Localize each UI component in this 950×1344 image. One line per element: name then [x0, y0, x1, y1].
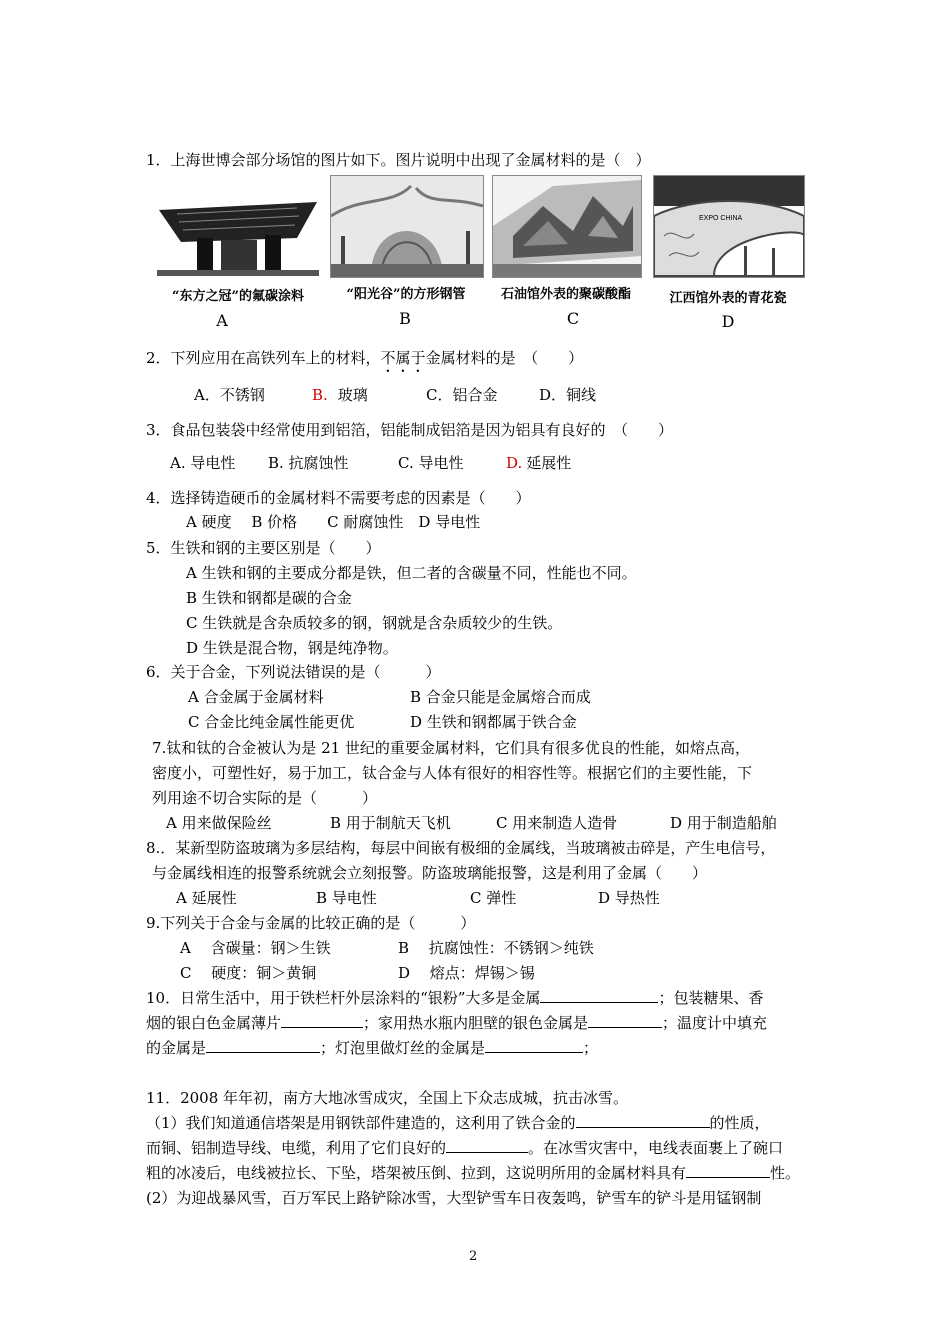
q10-blank-1[interactable]	[540, 987, 658, 1003]
q1-stem: 1．上海世博会部分场馆的图片如下。图片说明中出现了金属材料的是（ ）	[146, 151, 651, 169]
q11-blank-3[interactable]	[686, 1162, 770, 1178]
q2-option-c: C．铝合金	[426, 386, 498, 404]
q11-part1-line-3: 粗的冰凌后，电线被拉长、下坠，塔架被压倒、拉到，这说明所用的金属材料具有 性。	[146, 1164, 801, 1182]
q4-options: A 硬度 B 价格 C 耐腐蚀性 D 导电性	[186, 513, 481, 531]
q11-blank-2[interactable]	[446, 1137, 528, 1153]
q3-answer-marker: D.	[506, 454, 523, 472]
q5-option-b: B 生铁和钢都是碳的合金	[186, 589, 352, 607]
q8-line-1: 8.．某新型防盗玻璃为多层结构，每层中间嵌有极细的金属线，当玻璃被击碎是，产生电信号，	[146, 839, 776, 857]
image-c-caption: 石油馆外表的聚碳酸酯	[500, 287, 631, 302]
q6-option-d: D 生铁和钢都属于铁合金	[410, 713, 577, 731]
q9-option-d: D 熔点：焊锡＞锡	[398, 964, 535, 982]
q9-option-a: A 含碳量：钢＞生铁	[180, 939, 331, 957]
q9-option-c: C 硬度：铜＞黄铜	[180, 964, 317, 982]
q7-line-3: 列用途不切合实际的是（ ）	[152, 789, 378, 807]
q11-part1-line-2: 而铜、铝制造导线、电缆，利用了它们良好的 。在冰雪灾害中，电线表面裹上了碗口	[146, 1139, 784, 1157]
q11-part2-line-1: (2）为迎战暴风雪，百万军民上路铲除冰雪，大型铲雪车日夜轰鸣，铲雪车的铲斗是用锰钢制	[146, 1189, 762, 1207]
q9-option-b: B 抗腐蚀性：不锈钢＞纯铁	[398, 939, 594, 957]
q7-line-2: 密度小，可塑性好，易于加工，钛合金与人体有很好的相容性等。根据它们的主要性能，下	[152, 764, 753, 782]
q2-emphasis: 不属于	[380, 349, 426, 367]
q6-stem: 6．关于合金，下列说法错误的是（ ）	[146, 663, 441, 681]
q10-blank-2[interactable]	[281, 1012, 363, 1028]
q3-option-c: C. 导电性	[398, 454, 464, 472]
q8-line-2: 与金属线相连的报警系统就会立刻报警。防盗玻璃能报警，这是利用了金属（ ）	[152, 864, 708, 882]
q5-option-a: A 生铁和钢的主要成分都是铁，但二者的含碳量不同，性能也不同。	[186, 564, 637, 582]
q2-option-b: B. 玻璃	[312, 386, 368, 404]
q10-blank-5[interactable]	[485, 1037, 583, 1053]
q5-stem: 5．生铁和钢的主要区别是（ ）	[146, 539, 381, 557]
q8-option-c: C 弹性	[470, 889, 517, 907]
q7-option-d: D 用于制造船舶	[670, 814, 777, 832]
q10-blank-3[interactable]	[588, 1012, 662, 1028]
q10-blank-4[interactable]	[206, 1037, 320, 1053]
q3-option-d: D. 延展性	[506, 454, 572, 472]
q2-answer-marker: B.	[312, 386, 328, 404]
q8-option-b: B 导电性	[316, 889, 377, 907]
q6-option-a: A 合金属于金属材料	[188, 688, 324, 706]
q6-option-b: B 合金只能是金属熔合而成	[410, 688, 591, 706]
q11-blank-1[interactable]	[576, 1112, 710, 1128]
q10-line-1: 10．日常生活中，用于铁栏杆外层涂料的“银粉”大多是金属 ；包装糖果、香	[146, 989, 764, 1007]
q6-option-c: C 合金比纯金属性能更优	[188, 713, 355, 731]
q5-option-d: D 生铁是混合物，钢是纯净物。	[186, 639, 398, 657]
image-d-sign-text: EXPO CHINA	[699, 215, 743, 222]
image-b-letter: B	[399, 309, 411, 328]
q7-line-1: 7.钛和钛的合金被认为是 21 世纪的重要金属材料，它们具有很多优良的性能，如熔点高，	[152, 739, 750, 757]
q4-stem: 4．选择铸造硬币的金属材料不需要考虑的因素是（ ）	[146, 489, 531, 507]
q3-stem: 3．食品包装袋中经常使用到铝箔，铝能制成铝箔是因为铝具有良好的 （ ）	[146, 421, 674, 439]
image-b-sunshine-valley	[330, 175, 484, 278]
q5-option-c: C 生铁就是含杂质较多的钢，钢就是含杂质较少的生铁。	[186, 614, 563, 632]
q3-option-b: B. 抗腐蚀性	[268, 454, 349, 472]
image-c-letter: C	[566, 309, 580, 328]
q10-line-2: 烟的银白色金属薄片 ；家用热水瓶内胆壁的银色金属是 ；温度计中填充	[146, 1014, 768, 1032]
q2-stem: 2．下列应用在高铁列车上的材料，不属于金属材料的是 （ ）	[146, 349, 584, 367]
q11-stem: 11．2008 年年初，南方大地冰雪成灾，全国上下众志成城，抗击冰雪。	[146, 1089, 629, 1107]
q8-option-d: D 导热性	[598, 889, 660, 907]
image-b-caption: “阳光谷”的方形钢管	[346, 287, 466, 302]
q7-option-a: A 用来做保险丝	[166, 814, 272, 832]
image-d-letter: D	[721, 312, 735, 331]
q7-option-c: C 用来制造人造骨	[496, 814, 618, 832]
image-a-caption: “东方之冠”的氟碳涂料	[172, 289, 304, 304]
page-number: 2	[469, 1249, 478, 1264]
image-c-oil-pavilion	[492, 175, 642, 278]
q8-option-a: A 延展性	[176, 889, 237, 907]
q7-option-b: B 用于制航天飞机	[330, 814, 451, 832]
q2-option-d: D．铜线	[539, 386, 597, 404]
image-a-letter: A	[216, 311, 228, 330]
image-d-caption: 江西馆外表的青花瓷	[669, 291, 787, 306]
image-d-jiangxi-pavilion	[653, 175, 805, 278]
q2-option-a: A．不锈钢	[194, 386, 265, 404]
image-a-china-pavilion	[157, 180, 319, 276]
q9-stem: 9.下列关于合金与金属的比较正确的是（ ）	[146, 914, 476, 932]
q3-option-a: A. 导电性	[170, 454, 236, 472]
q11-part1-line-1: （1）我们知道通信塔架是用钢铁部件建造的，这利用了铁合金的 的性质，	[146, 1114, 770, 1132]
q10-line-3: 的金属是 ；灯泡里做灯丝的金属是 ；	[146, 1039, 599, 1057]
